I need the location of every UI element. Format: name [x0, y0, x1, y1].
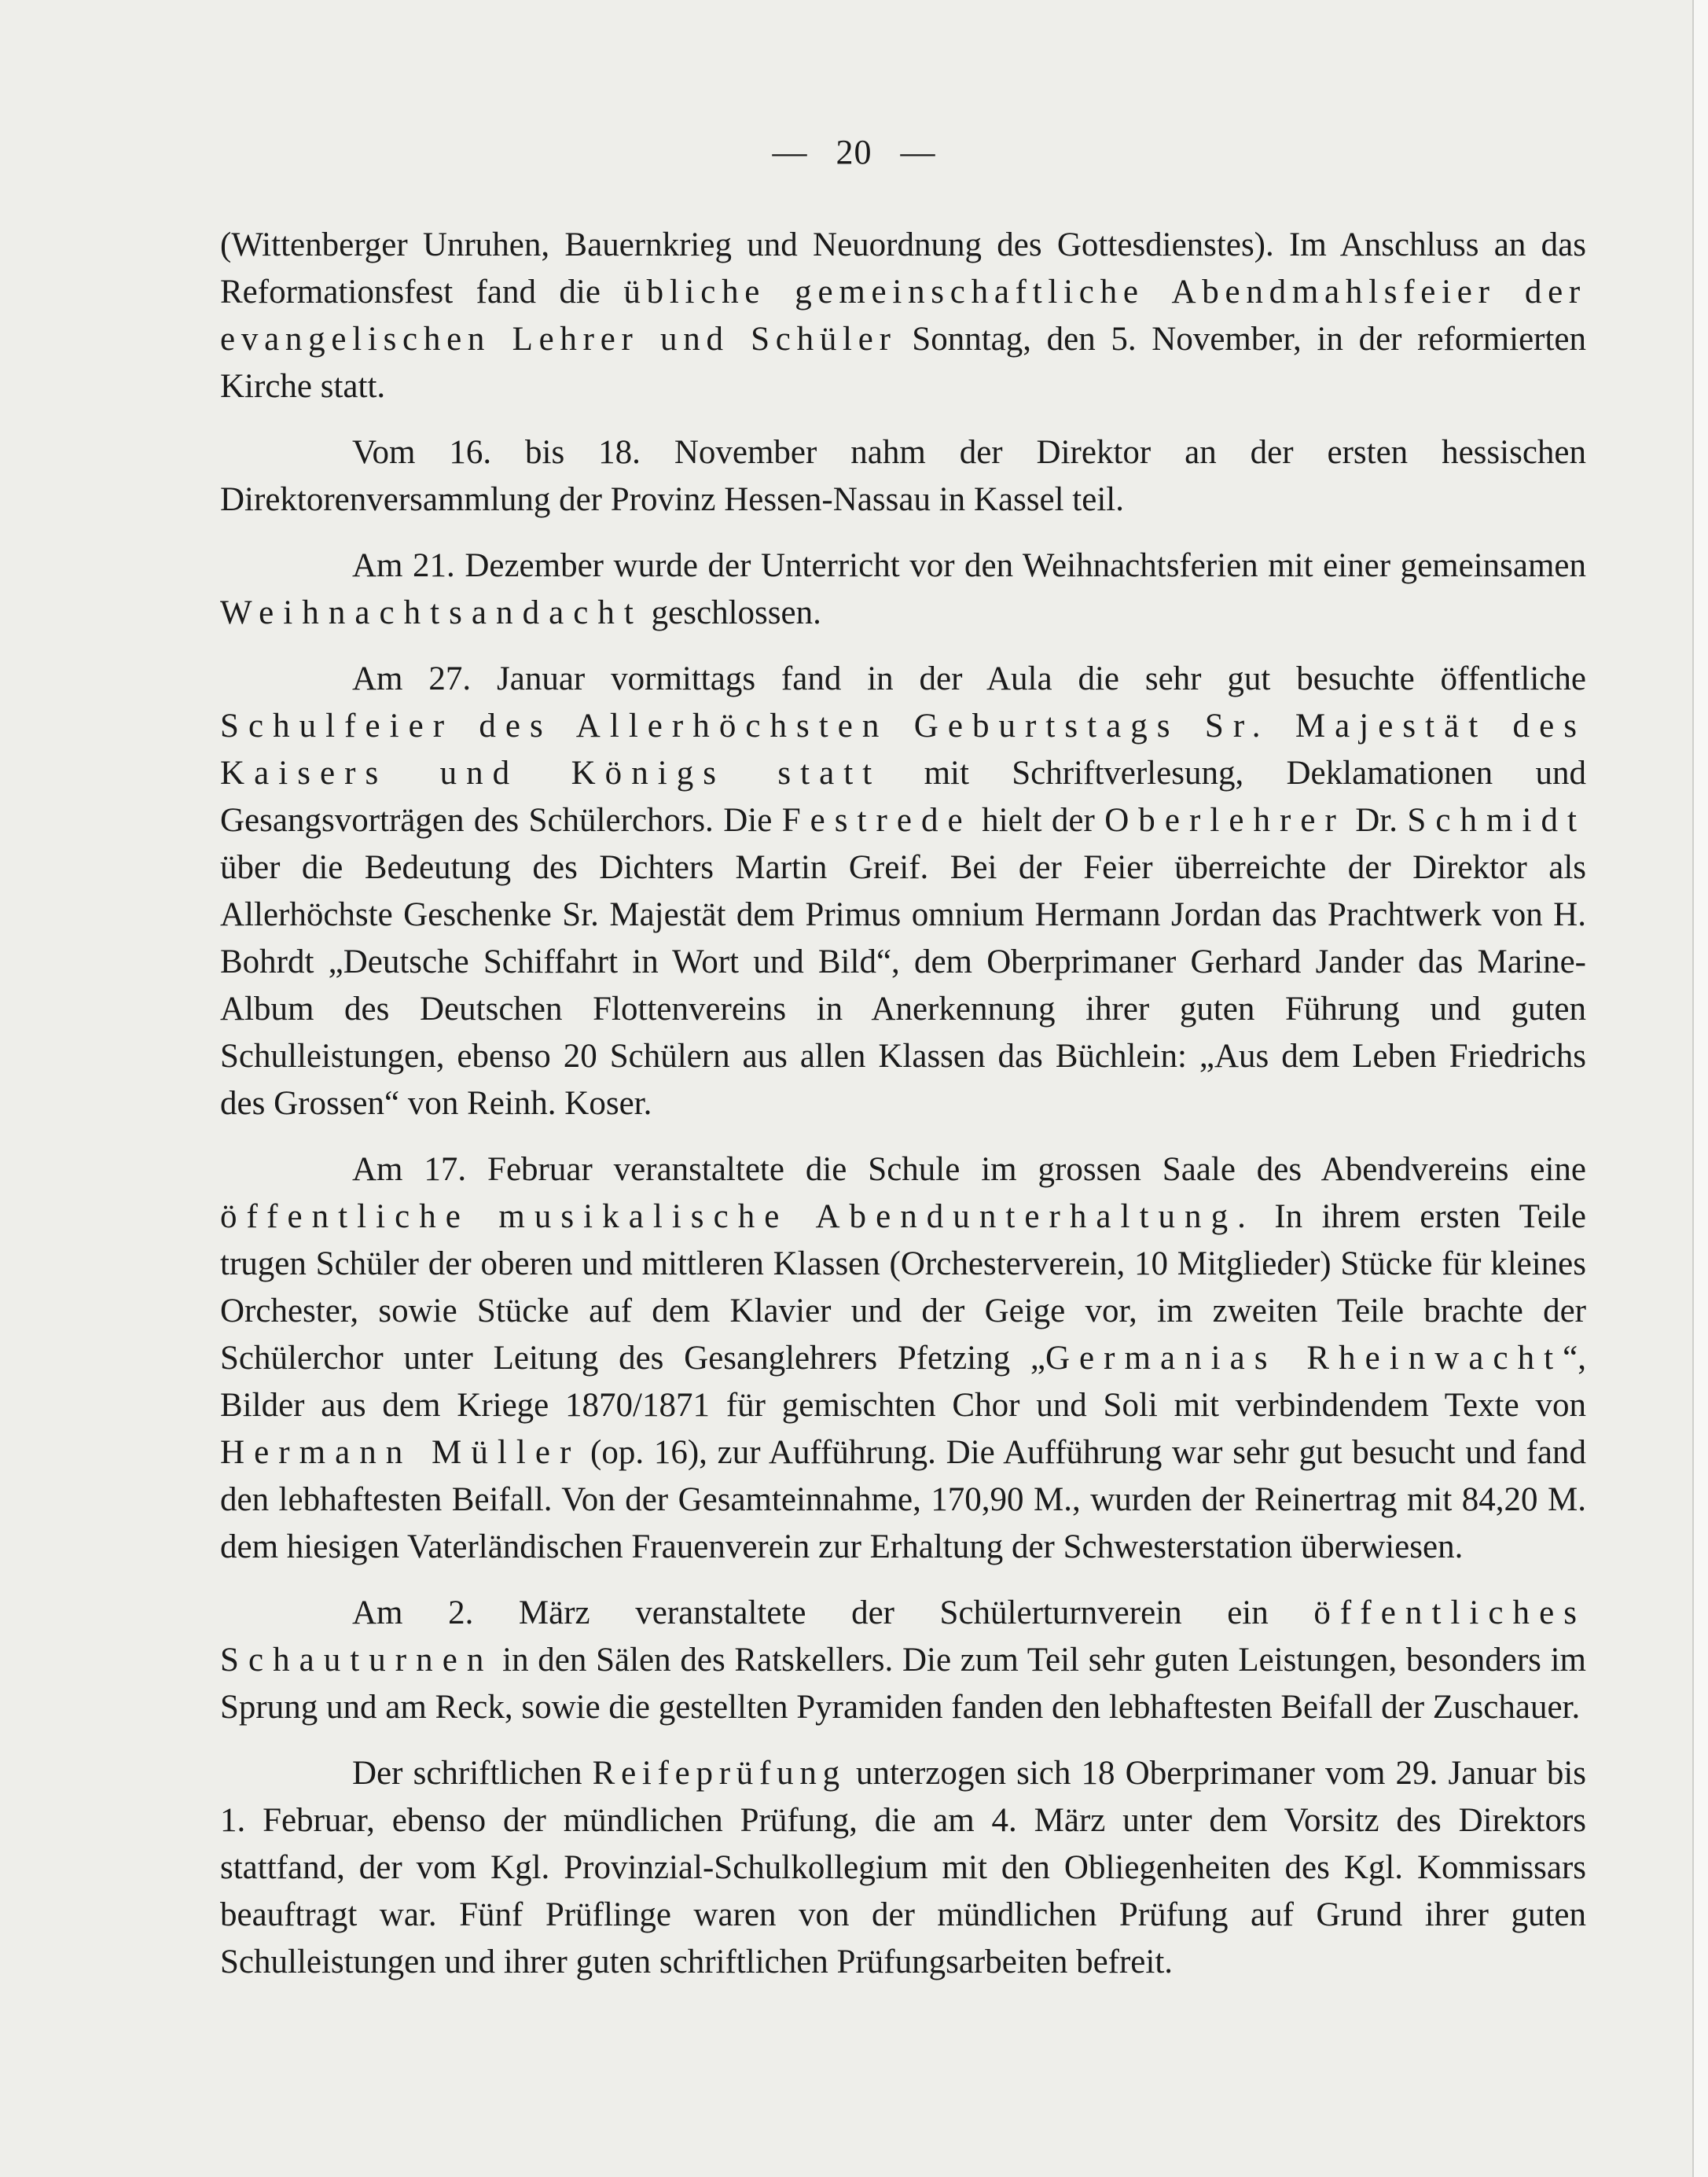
- paragraph-weihnachten: [220, 542, 1586, 637]
- text-run: Am 21. Dezember wurde der Unterricht vor den Weihnachtsferien mit einer gemeinsamen: [352, 547, 1586, 584]
- text-run: (op. 16), zur Aufführung. Die Aufführung war sehr gut besucht und fand den lebhaftesten Beifall. Von der Gesamteinnahme, 170,90 M., wurden der Reinertrag mit 84,20 M. dem hiesigen Vaterländischen Frauenverein zur Erhaltung der Schwesterstation überwiesen.: [220, 1434, 1586, 1565]
- spaced-emphasis: öffentliches Schauturnen: [220, 1594, 1586, 1679]
- page-number: [0, 132, 1708, 172]
- text-run: Dr.: [1345, 802, 1408, 839]
- text-run: Sonntag, den 5. November, in der reformierten Kirche statt.: [220, 321, 1586, 405]
- spaced-emphasis: Weihnachtsandacht: [220, 594, 643, 631]
- text-run: mit Schriftverlesung, Deklamationen und Gesangsvorträgen des Schülerchors. Die: [220, 755, 1587, 839]
- paragraph-reifepruefung: [220, 1750, 1586, 1986]
- spaced-emphasis: öffentliche musikalische Abendunterhaltung.: [220, 1198, 1255, 1235]
- text-run: über die Bedeutung des Dichters Martin Greif. Bei der Feier überreichte der Direktor als Allerhöchste Geschenke Sr. Majestät dem Primus omnium Hermann Jordan das Prachtwerk von H. Bohrdt „Deutsche Schiffahrt in Wort und Bild“, dem Oberprimaner Gerhard Jander das Marine-Album des Deutschen Flottenvereins in Anerkennung ihrer guten Führung und guten Schulleistungen, ebenso 20 Schülern aus allen Klassen das Büchlein: „Aus dem Leben Friedrichs des Grossen“ von Reinh. Koser.: [220, 849, 1586, 1122]
- spaced-emphasis: Festrede: [781, 802, 972, 839]
- text-run: geschlossen.: [642, 594, 821, 631]
- paragraph-direktorenversammlung: [220, 429, 1586, 524]
- text-run: Am 2. März veranstaltete der Schülerturnverein ein: [352, 1594, 1314, 1631]
- text-run: Vom 16. bis 18. November nahm der Direktor an der ersten hessischen Direktorenversammlung der Provinz Hessen-Nassau in Kassel teil.: [220, 434, 1586, 518]
- spaced-emphasis: Schulfeier des Allerhöchsten Geburtstags Sr. Majestät des Kaisers und Königs statt: [220, 708, 1586, 792]
- body-text: [220, 222, 1586, 1986]
- text-run: in den Sälen des Ratskellers. Die zum Teil sehr guten Leistungen, besonders im Sprung und am Reck, sowie die gestellten Pyramiden fanden den lebhaftesten Beifall der Zuschauer.: [220, 1642, 1586, 1726]
- spaced-emphasis: Reifeprüfung: [592, 1755, 846, 1792]
- text-run: “, Bilder aus dem Kriege 1870/1871 für gemischten Chor und Soli mit verbindendem Texte von: [220, 1340, 1586, 1424]
- text-run: unterzogen sich 18 Oberprimaner vom 29. Januar bis 1. Februar, ebenso der mündlichen Prüfung, die am 4. März unter dem Vorsitz des Direktors stattfand, der vom Kgl. Provinzial-Schulkollegium mit den Obliegenheiten des Kgl. Kommissars beauftragt war. Fünf Prüflinge waren von der mündlichen Prüfung auf Grund ihrer guten Schulleistungen und ihrer guten schriftlichen Prüfungsarbeiten befreit.: [220, 1755, 1587, 1980]
- paragraph-kaisers-geburtstag: [220, 656, 1586, 1127]
- paragraph-schauturnen: [220, 1590, 1586, 1731]
- text-run: Der schriftlichen: [352, 1755, 593, 1792]
- spaced-emphasis: Schmidt: [1407, 802, 1587, 839]
- paragraph-abendunterhaltung: [220, 1146, 1586, 1571]
- text-run: Am 27. Januar vormittags fand in der Aula die sehr gut besuchte öffentliche: [352, 660, 1586, 697]
- spaced-emphasis: Hermann Müller: [220, 1434, 581, 1471]
- page-edge: [1692, 0, 1708, 2177]
- text-run: (Wittenberger Unruhen, Bauernkrieg und Neuordnung des Gottesdienstes). Im Anschluss an das Reformationsfest fand die: [220, 226, 1586, 311]
- spaced-emphasis: übliche gemeinschaftliche Abendmahlsfeier der evangelischen Lehrer und Schüler: [220, 274, 1586, 358]
- paragraph-reformation: [220, 222, 1586, 410]
- spaced-emphasis: Oberlehrer: [1104, 802, 1346, 839]
- spaced-emphasis: Germanias Rheinwacht: [1045, 1340, 1563, 1377]
- page-number-dash-right: —: [900, 133, 936, 171]
- page-number-dash-left: —: [772, 133, 808, 171]
- text-run: In ihrem ersten Teile trugen Schüler der oberen und mittleren Klassen (Orchesterverein, 10 Mitglieder) Stücke für kleines Orchester, sowie Stücke auf dem Klavier und der Geige vor, im zweiten Teile brachte der Schülerchor unter Leitung des Gesanglehrers Pfetzing „: [220, 1198, 1586, 1377]
- text-run: hielt der: [972, 802, 1105, 839]
- page-number-value: 20: [836, 133, 872, 171]
- text-run: Am 17. Februar veranstaltete die Schule im grossen Saale des Abendvereins eine: [352, 1151, 1586, 1188]
